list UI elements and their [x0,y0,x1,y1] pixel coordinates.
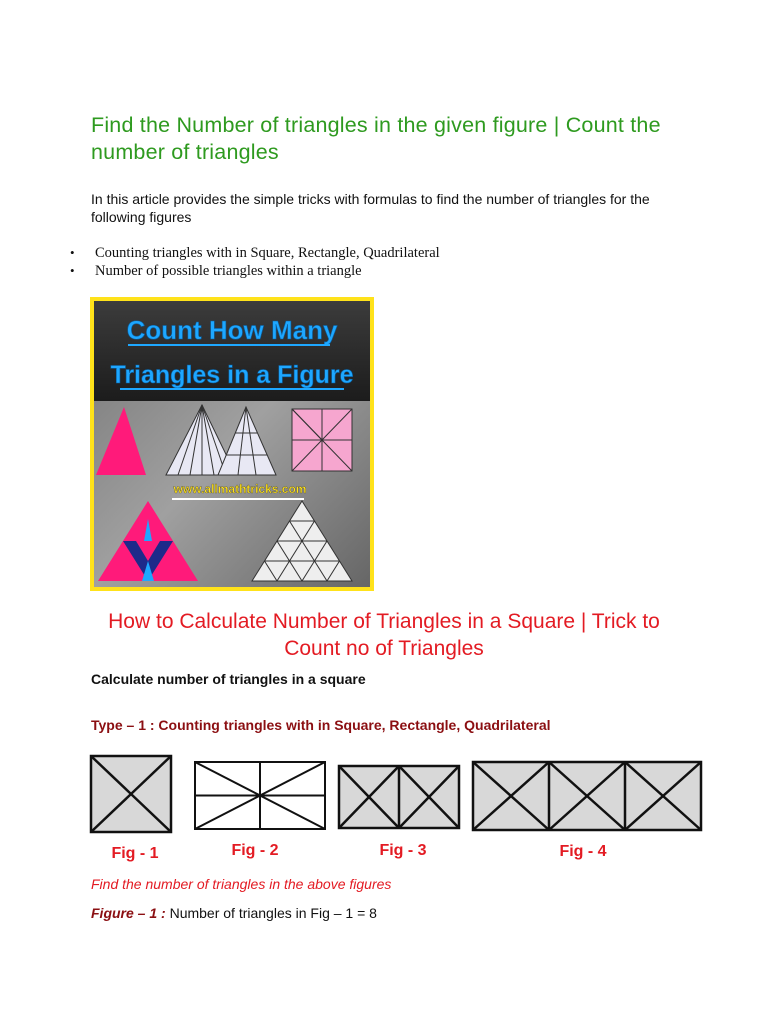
figure-1-label: Figure – 1 : [91,905,166,921]
find-question: Find the number of triangles in the above figures [91,876,392,892]
fig-2-label: Fig - 2 [231,842,279,859]
bullet-list [70,244,440,280]
fig-4-label: Fig - 4 [559,843,607,860]
banner-title-line2: Triangles in a Figure [110,361,354,389]
fig-1-square [91,756,171,832]
fig-3-rectangle [339,766,459,828]
figure-1-answer [91,905,377,921]
list-item: • Counting triangles with in Square, Rectangle, Quadrilateral [70,244,440,262]
fig-2-rectangle [195,762,325,829]
count-triangles-banner [90,297,374,591]
square-figures [88,752,708,867]
section-heading: How to Calculate Number of Triangles in a Square | Trick to Count no of Triangles [108,610,660,660]
page-title: Find the Number of triangles in the given figure | Count the number of triangles [91,113,661,164]
list-item: • Number of possible triangles within a triangle [70,262,440,280]
fig-3-label: Fig - 3 [379,842,427,859]
type-heading: Type – 1 : Counting triangles with in Square, Rectangle, Quadrilateral [91,717,551,733]
fig-1-label: Fig - 1 [111,845,159,862]
intro-paragraph: In this article provides the simple tricks with formulas to find the number of triangles for the following figures [91,191,650,225]
fig-4-rectangle [473,762,701,830]
subheading: Calculate number of triangles in a square [91,671,366,687]
banner-url: www.allmathtricks.com [173,482,307,496]
figure-1-text: Number of triangles in Fig – 1 = 8 [165,905,377,921]
pink-square-icon [292,409,352,471]
banner-title-line1: Count How Many [126,315,338,345]
